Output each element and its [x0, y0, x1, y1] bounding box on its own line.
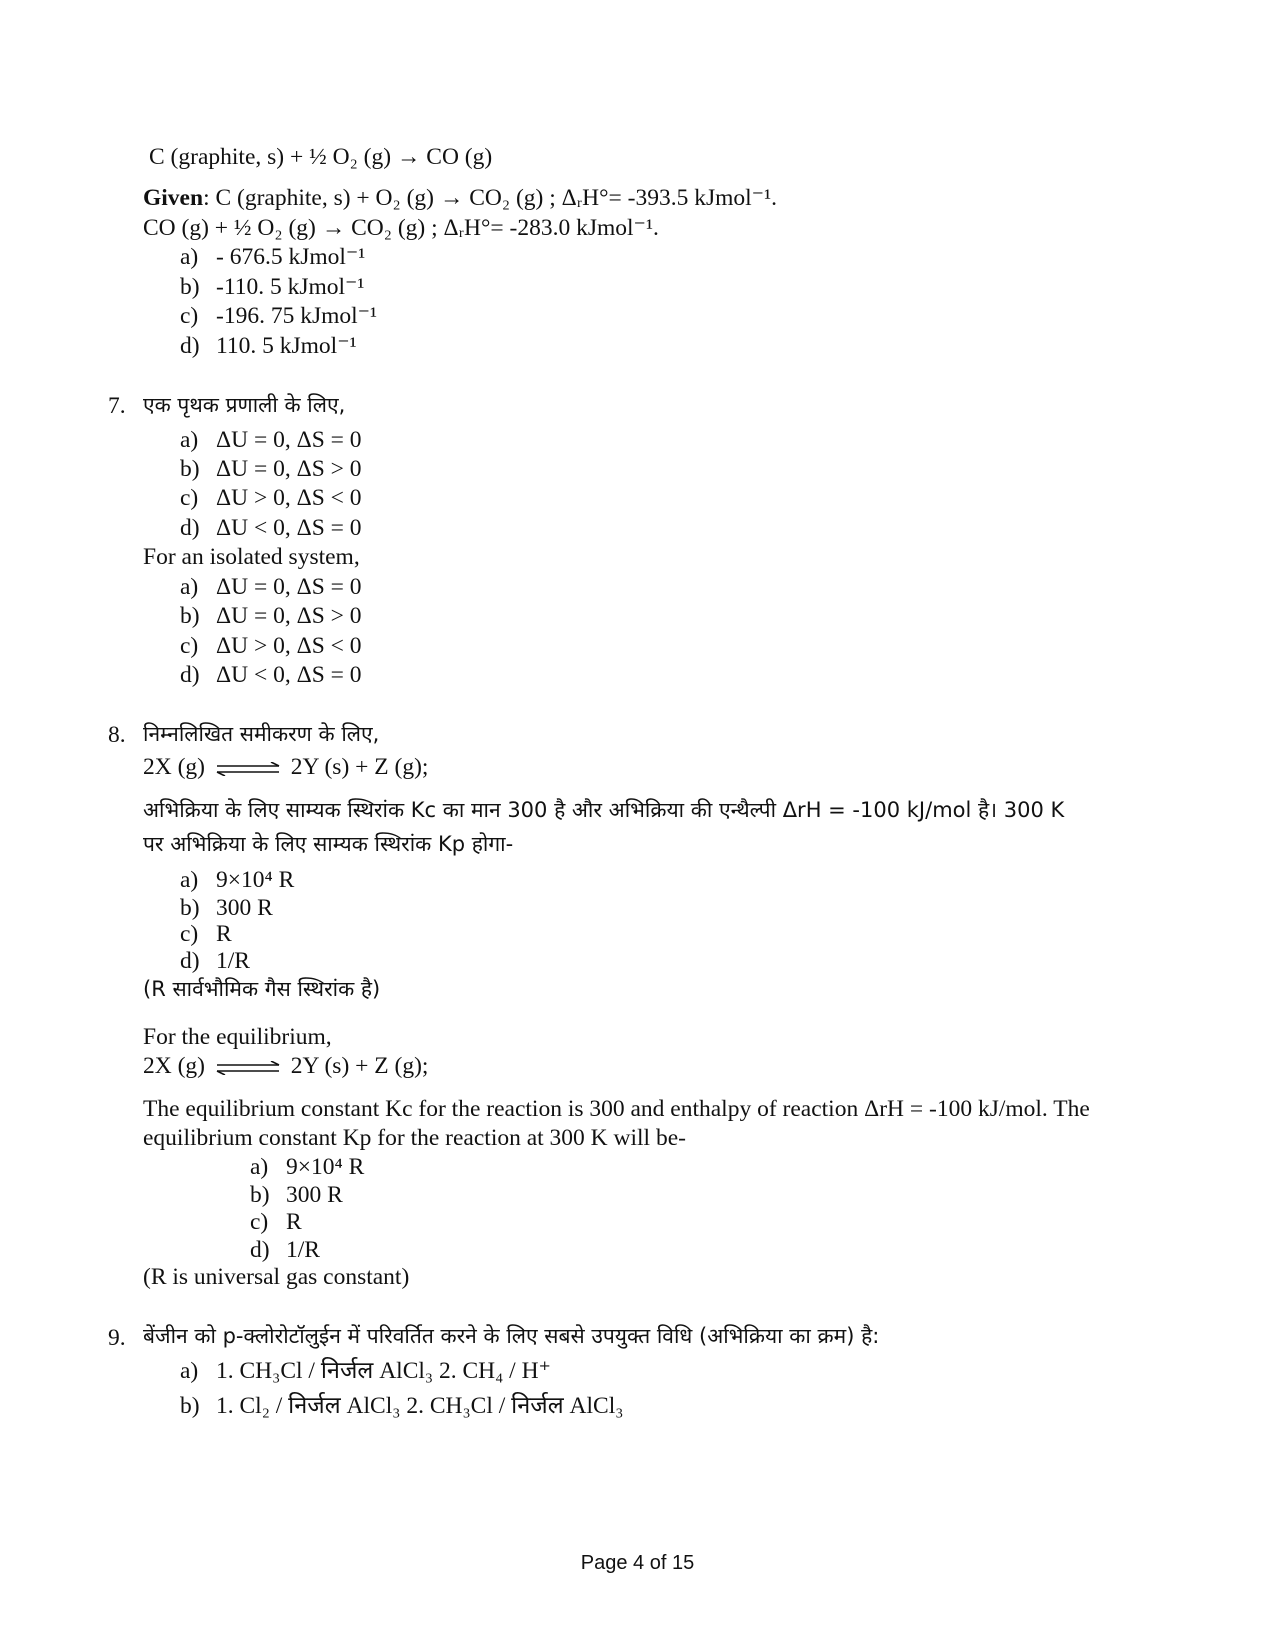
- q8-number: 8.: [108, 722, 126, 748]
- q8-hindi-intro: निम्नलिखित समीकरण के लिए,: [143, 722, 380, 746]
- option-letter: a): [180, 867, 199, 893]
- option-text: 1. CH₃Cl / निर्जल AlCl₃ 2. CH₄ / H⁺: [216, 1358, 551, 1384]
- option-text: ΔU > 0, ΔS < 0: [216, 485, 362, 511]
- q7-hindi-question: एक पृथक प्रणाली के लिए,: [143, 393, 346, 417]
- option-letter: d): [180, 333, 200, 359]
- q7-number: 7.: [108, 393, 126, 419]
- option-text: ΔU > 0, ΔS < 0: [216, 633, 362, 659]
- option-text: ΔU < 0, ΔS = 0: [216, 515, 362, 541]
- option-letter: d): [250, 1237, 270, 1263]
- option-text: ΔU = 0, ΔS = 0: [216, 427, 362, 453]
- q6-given-label: Given: [143, 185, 204, 211]
- q7-english-option-a: [180, 573, 362, 601]
- q7-hindi-option-d: [180, 514, 362, 542]
- q8-english-para-2: equilibrium constant Kp for the reaction at 300 K will be-: [143, 1125, 686, 1151]
- q8-english-option-b: [250, 1181, 343, 1209]
- option-letter: d): [180, 662, 200, 688]
- option-text: 1/R: [216, 948, 250, 974]
- option-text: ΔU = 0, ΔS > 0: [216, 603, 362, 629]
- option-text: -110. 5 kJmol⁻¹: [216, 274, 365, 300]
- q8-hindi-option-d: [180, 947, 250, 975]
- option-letter: a): [250, 1154, 269, 1180]
- q7-english-option-c: [180, 632, 362, 660]
- option-letter: c): [250, 1209, 269, 1235]
- option-letter: c): [180, 485, 199, 511]
- q8-hindi-note: (R सार्वभौमिक गैस स्थिरांक है): [143, 977, 381, 1001]
- q8-english-option-a: [250, 1153, 364, 1181]
- eq-right: 2Y (s) + Z (g);: [290, 1053, 429, 1079]
- option-letter: b): [250, 1182, 270, 1208]
- q6-option-d: [180, 332, 357, 360]
- option-letter: a): [180, 574, 199, 600]
- option-letter: b): [180, 274, 200, 300]
- option-text: ΔU = 0, ΔS = 0: [216, 574, 362, 600]
- q6-equation: C (graphite, s) + ½ O₂ (g) → CO (g): [149, 144, 493, 170]
- option-text: - 676.5 kJmol⁻¹: [216, 244, 366, 270]
- option-text: 1. Cl₂ / निर्जल AlCl₃ 2. CH₃Cl / निर्जल AlCl₃: [216, 1393, 624, 1419]
- option-text: R: [216, 921, 232, 947]
- q9-hindi-question: बेंजीन को p-क्लोरोटॉलुईन में परिवर्तित करने के लिए सबसे उपयुक्त विधि (अभिक्रिया का क्रम) है:: [143, 1324, 880, 1348]
- option-letter: c): [180, 921, 199, 947]
- q7-hindi-option-a: [180, 426, 362, 454]
- q6-option-c: [180, 302, 377, 330]
- q8-hindi-option-c: [180, 920, 232, 948]
- q8-english-intro: For the equilibrium,: [143, 1024, 332, 1050]
- option-letter: c): [180, 633, 199, 659]
- option-text: ΔU < 0, ΔS = 0: [216, 662, 362, 688]
- page-number: Page 4 of 15: [580, 1552, 695, 1574]
- q6-given-1: [143, 184, 777, 212]
- eq-left: 2X (g): [143, 1053, 205, 1079]
- q7-hindi-option-b: [180, 455, 362, 483]
- eq-left: 2X (g): [143, 754, 205, 780]
- option-text: ΔU = 0, ΔS > 0: [216, 456, 362, 482]
- option-text: 300 R: [286, 1182, 343, 1208]
- q7-english-option-b: [180, 602, 362, 630]
- q9-option-a: [180, 1357, 551, 1385]
- q7-english-option-d: [180, 661, 362, 689]
- option-letter: a): [180, 1358, 199, 1384]
- option-letter: b): [180, 895, 200, 921]
- q9-number: 9.: [108, 1325, 126, 1351]
- q6-given-1-text: : C (graphite, s) + O₂ (g) → CO₂ (g) ; ΔᵣH°= -393.5 kJmol⁻¹.: [203, 185, 777, 211]
- option-letter: b): [180, 456, 200, 482]
- q6-option-a: [180, 243, 365, 271]
- q8-english-option-c: [250, 1208, 302, 1236]
- q8-hindi-equation: [143, 753, 428, 781]
- equilibrium-arrow-icon: [215, 1061, 281, 1075]
- q8-english-para-1: The equilibrium constant Kc for the reaction is 300 and enthalpy of reaction ΔrH = -100 kJ/mol. The: [143, 1096, 1090, 1122]
- eq-right: 2Y (s) + Z (g);: [290, 754, 429, 780]
- q7-english-question: For an isolated system,: [143, 544, 360, 570]
- option-letter: d): [180, 948, 200, 974]
- q8-english-equation: [143, 1052, 428, 1080]
- equilibrium-arrow-icon: [215, 762, 281, 776]
- option-letter: b): [180, 1393, 200, 1419]
- option-letter: a): [180, 427, 199, 453]
- option-letter: b): [180, 603, 200, 629]
- q8-hindi-option-b: [180, 894, 273, 922]
- option-text: 1/R: [286, 1237, 320, 1263]
- q8-hindi-para-1: अभिक्रिया के लिए साम्यक स्थिरांक Kc का मान 300 है और अभिक्रिया की एन्थैल्पी ΔrH = -100 kJ/mol है। 300 K: [143, 798, 1065, 822]
- option-letter: a): [180, 244, 199, 270]
- q8-english-note: (R is universal gas constant): [143, 1264, 410, 1290]
- option-text: -196. 75 kJmol⁻¹: [216, 303, 378, 329]
- q9-option-b: [180, 1392, 623, 1420]
- q6-given-2: CO (g) + ½ O₂ (g) → CO₂ (g) ; ΔᵣH°= -283.0 kJmol⁻¹.: [143, 215, 659, 241]
- q8-english-option-d: [250, 1236, 320, 1264]
- q7-hindi-option-c: [180, 484, 362, 512]
- option-text: 300 R: [216, 895, 273, 921]
- q8-hindi-para-2: पर अभिक्रिया के लिए साम्यक स्थिरांक Kp होगा-: [143, 832, 514, 856]
- option-text: 110. 5 kJmol⁻¹: [216, 333, 357, 359]
- q6-option-b: [180, 273, 364, 301]
- option-letter: d): [180, 515, 200, 541]
- option-letter: c): [180, 303, 199, 329]
- option-text: 9×10⁴ R: [286, 1154, 365, 1180]
- q8-hindi-option-a: [180, 866, 294, 894]
- option-text: R: [286, 1209, 302, 1235]
- option-text: 9×10⁴ R: [216, 867, 295, 893]
